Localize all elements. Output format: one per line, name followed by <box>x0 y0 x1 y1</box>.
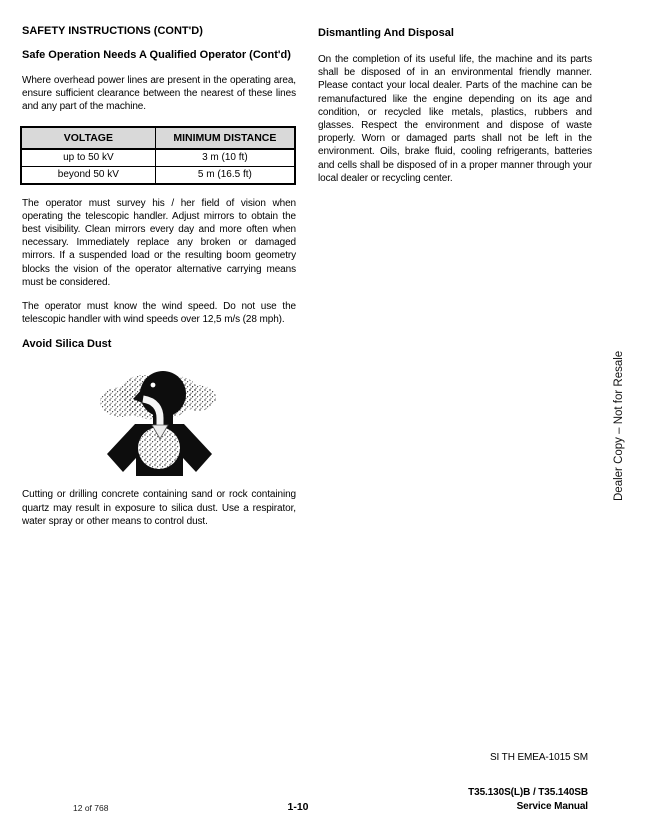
silica-dust-figure <box>99 364 219 476</box>
footer-page-number: 1-10 <box>287 801 309 813</box>
table-cell-distance: 5 m (16.5 ft) <box>155 166 295 184</box>
paragraph-field-of-vision: The operator must survey his / her field of vision when operating the telescopic handler. Adjust mirrors to obtain the best visibility. Clean mirrors every day and more often when necessary. Immediately replace any broken or damaged mirrors. If a suspended load or the resulting boom geometry blocks the vision of the operator alternative carrying means must be considered. <box>22 197 296 288</box>
table-header-minimum-distance: MINIMUM DISTANCE <box>155 127 295 149</box>
footer-sheet-number: 12 of 768 <box>73 803 109 813</box>
table-row <box>21 166 295 184</box>
paragraph-silica-dust: Cutting or drilling concrete containing sand or rock containing quartz may result in exposure to silica dust. Use a respirator, water spray or other means to control dust. <box>22 489 296 527</box>
eye-dot <box>151 383 156 388</box>
table-header-voltage: VOLTAGE <box>21 127 155 149</box>
section-title-dismantling: Dismantling And Disposal <box>318 27 454 39</box>
footer-manual-type: Service Manual <box>516 800 588 812</box>
footer-model-block <box>468 786 588 813</box>
footer-model: T35.130S(L)B / T35.140SB <box>468 787 588 798</box>
section-title-safety: SAFETY INSTRUCTIONS (CONT'D) <box>22 25 203 37</box>
voltage-distance-table <box>20 126 296 185</box>
paragraph-disposal: On the completion of its useful life, the machine and its parts shall be disposed of in an environmental friendly manner. Please contact your local dealer. Parts of the machine can be remanufactured like the engine depending on its age and condition, or recycled like metals, plastics, rubbers and glasses. Respect the environment and dispose of waste properly. Worn or damaged parts shall not be left in the environment. Oils, brake fluid, cooling refrigerants, batteries and cells shall be disposed of in a proper manner through your local dealer or recycling center. <box>318 54 592 184</box>
left-column <box>22 25 296 528</box>
subsection-title-qualified-operator: Safe Operation Needs A Qualified Operator (Cont'd) <box>22 49 291 61</box>
footer-doc-code: SI TH EMEA-1015 SM <box>489 752 588 763</box>
paragraph-wind-speed: The operator must know the wind speed. Do not use the telescopic handler with wind speeds over 12,5 m/s (28 mph). <box>22 301 296 326</box>
paragraph-power-lines: Where overhead power lines are present in the operating area, ensure sufficient clearance between the nearest of these lines and any part of the machine. <box>22 75 296 113</box>
table-header-row <box>21 127 295 149</box>
table-cell-voltage: up to 50 kV <box>21 149 155 167</box>
right-column <box>318 27 592 185</box>
subsection-title-silica-dust: Avoid Silica Dust <box>22 338 112 351</box>
table-cell-voltage: beyond 50 kV <box>21 166 155 184</box>
dealer-copy-watermark: Dealer Copy – Not for Resale <box>613 350 625 501</box>
table-cell-distance: 3 m (10 ft) <box>155 149 295 167</box>
silica-dust-inhalation-pictogram-icon <box>99 364 219 476</box>
table-row <box>21 149 295 167</box>
